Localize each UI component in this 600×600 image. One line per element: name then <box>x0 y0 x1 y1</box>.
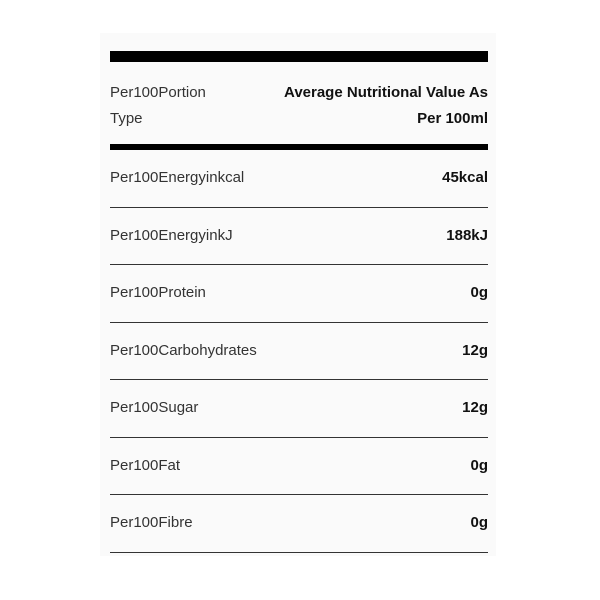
row-value: 0g <box>470 456 488 474</box>
row-value: 12g <box>462 341 488 359</box>
nutrition-rows <box>110 150 488 553</box>
table-row <box>110 208 488 266</box>
nutrition-panel <box>100 33 496 556</box>
header-average-label: Average Nutritional Value As <box>284 84 488 101</box>
row-label: Per100EnergyinkJ <box>110 226 233 244</box>
table-row <box>110 380 488 438</box>
row-value: 12g <box>462 399 488 416</box>
top-divider <box>110 51 488 62</box>
table-row <box>110 495 488 553</box>
header-per-100ml-label: Per 100ml <box>417 110 488 127</box>
table-row <box>110 265 488 323</box>
row-value: 45kcal <box>442 169 488 186</box>
row-value: 0g <box>470 284 488 301</box>
table-row <box>110 323 488 381</box>
table-header <box>110 62 488 144</box>
table-row <box>110 438 488 496</box>
row-value: 0g <box>470 514 488 531</box>
row-label: Per100Energyinkcal <box>110 169 245 186</box>
header-average-value <box>238 80 488 132</box>
row-label: Per100Protein <box>110 284 206 301</box>
table-row <box>110 150 488 208</box>
row-label: Per100Fibre <box>110 514 193 531</box>
row-label: Per100Fat <box>110 456 181 474</box>
row-label: Per100Sugar <box>110 399 199 416</box>
header-portion-label: Per100Portion <box>110 84 206 101</box>
header-type-label: Type <box>110 110 143 127</box>
row-value: 188kJ <box>446 226 488 244</box>
row-label: Per100Carbohydrates <box>110 341 257 359</box>
